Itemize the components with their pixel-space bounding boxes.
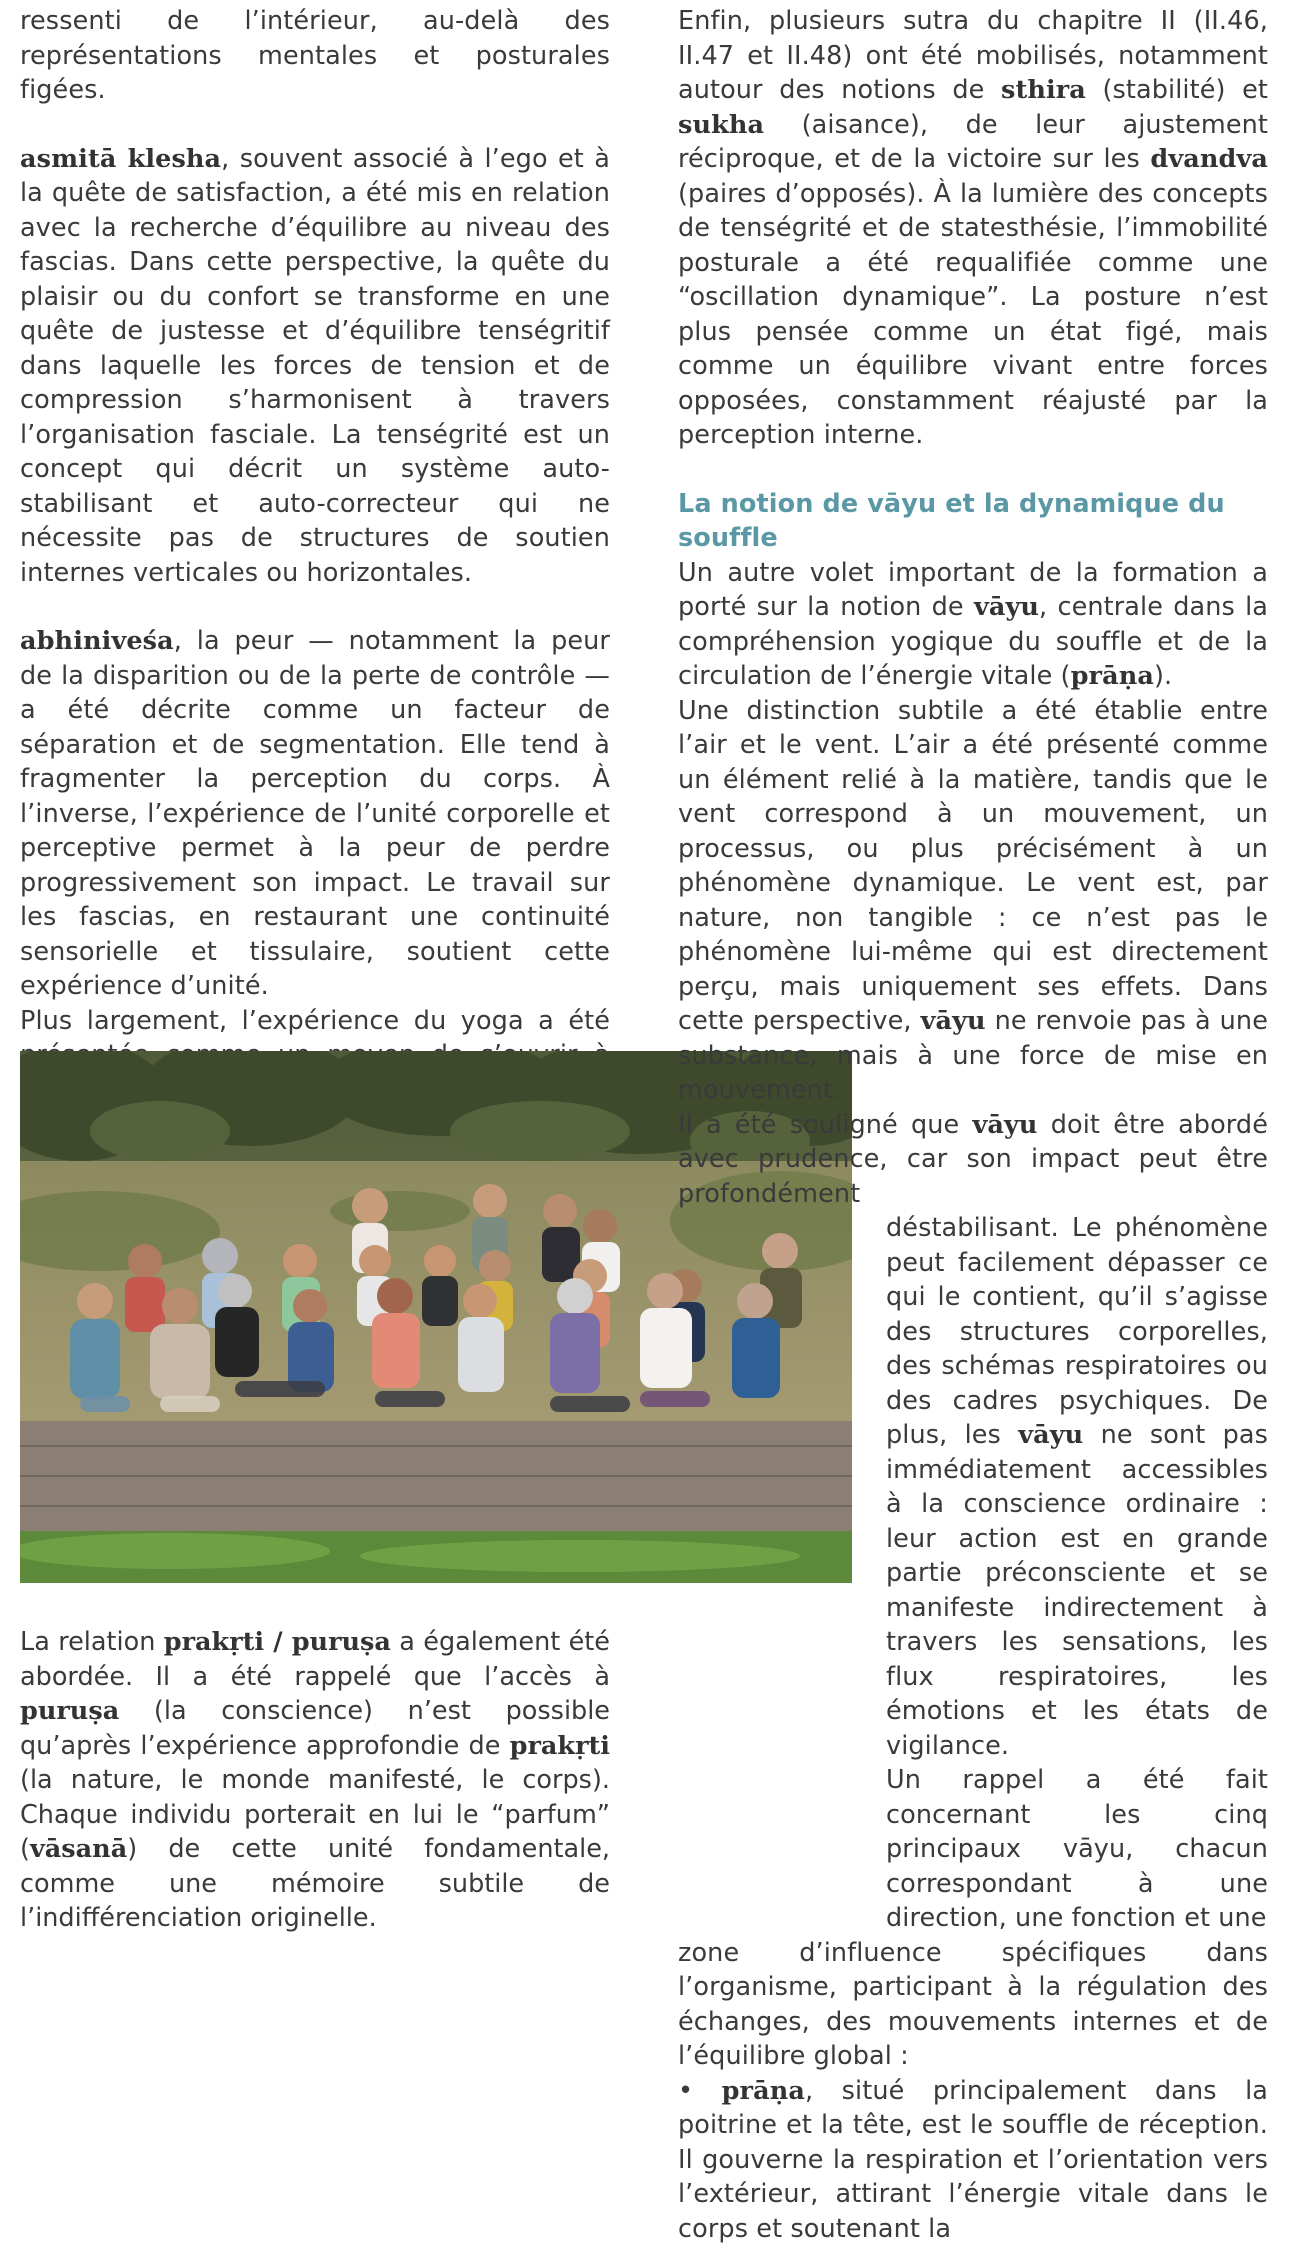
term: prakṛti	[510, 1731, 610, 1761]
left-column	[20, 4, 610, 1211]
term: vāyu	[921, 1006, 986, 1036]
term: sthira	[1001, 75, 1086, 105]
paragraph-text: ) de cette unité fondamentale, comme une mémoire subtile de l’indifférenciation originelle.	[20, 1834, 610, 1933]
left-column-bottom	[20, 1625, 610, 1936]
paragraph-text: Un rappel a été fait concernant les cinq principaux vāyu, chacun correspondant à une direction, une fonction et une	[886, 1765, 1268, 1933]
term: vāsanā	[30, 1834, 127, 1864]
term: asmitā klesha	[20, 144, 221, 174]
wrapped-text-block	[678, 1211, 1268, 1936]
paragraph-text: , centrale dans la compréhension yogique du souffle et de la circulation de l’énergie vitale (	[678, 592, 1268, 691]
paragraph-text: doit être abordé avec prudence, car son impact peut être profondément	[678, 1110, 1268, 1209]
paragraph-text: Une distinction subtile a été établie entre l’air et le vent. L’air a été présenté comme un élément relié à la matière, tandis que le vent correspond à un mouvement, un processus, ou plus précisément à un phénomène dynamique. Le vent est, par nature, non tangible : ce n’est pas le phénomène lui-même qui est directement perçu, mais uniquement ses effets. Dans cette perspective,	[678, 696, 1268, 1037]
paragraph	[20, 624, 610, 1004]
paragraph	[678, 1108, 1268, 1212]
paragraph-text: , souvent associé à l’ego et à la quête de satisfaction, a été mis en relation avec la recherche d’équilibre au niveau des fascias. Dans cette perspective, la quête du plaisir ou du confort se transforme en une quête de justesse et d’équilibre tenségritif dans laquelle les forces de tension et de compression s’harmonisent à travers l’organisation fasciale. La tenségrité est un concept qui décrit un système auto-stabilisant et auto-correcteur qui ne nécessite pas de structures de soutien internes verticales ou horizontales.	[20, 144, 610, 588]
paragraph-text: (la conscience) n’est possible qu’après l’expérience approfondie de	[20, 1696, 610, 1761]
term: vāyu	[972, 1110, 1037, 1140]
paragraph	[678, 4, 1268, 453]
paragraph	[678, 1936, 1268, 2074]
term: vāyu	[974, 592, 1039, 622]
term: prāṇa	[1071, 661, 1154, 691]
paragraph	[20, 4, 610, 108]
term: vāyu	[1018, 1420, 1083, 1450]
paragraph-text: ressenti de l’intérieur, au-delà des représentations mentales et posturales figées.	[20, 6, 610, 105]
list-item	[678, 2074, 1268, 2246]
paragraph	[20, 1625, 610, 1936]
paragraph-text: (stabilité) et	[1086, 75, 1268, 105]
paragraph-text: zone d’influence spécifiques dans l’organisme, participant à la régulation des échanges, des mouvements internes et de l’équilibre global :	[678, 1938, 1268, 2072]
paragraph-text: (aisance), de leur ajustement réciproque, et de la victoire sur les	[678, 110, 1268, 175]
paragraph-text: (la nature, le monde manifesté, le corps). Chaque individu porterait en lui le “parfum” (	[20, 1765, 610, 1864]
paragraph-text: Plus largement, l’expérience du yoga a été	[20, 1006, 610, 1209]
right-column	[678, 4, 1268, 2246]
paragraph-text: , situé principalement dans la poitrine et la tête, est le souffle de réception. Il gouverne la respiration et l’orientation vers l’extérieur, attirant l’énergie vitale dans le corps et soutenant la	[678, 2076, 1268, 2244]
paragraph-text: Un autre volet important de la formation a porté sur la notion de	[678, 558, 1268, 623]
paragraph	[678, 556, 1268, 694]
term: prakṛti / puruṣa	[164, 1627, 391, 1657]
bullet-icon: •	[678, 2076, 693, 2106]
paragraph-text: a également été abordée. Il a été rappelé que l’accès à	[20, 1627, 610, 1692]
paragraph-text: ne renvoie pas à une substance, mais à une force de mise en mouvement.	[678, 1006, 1268, 1105]
term: dvandva	[1150, 144, 1268, 174]
term: abhiniveśa	[20, 626, 174, 656]
paragraph	[886, 1763, 1268, 1936]
paragraph	[678, 694, 1268, 1108]
paragraph	[20, 142, 610, 591]
paragraph-text: Il a été souligné que	[678, 1110, 972, 1140]
paragraph-text: (paires d’opposés). À la lumière des concepts de tenségrité et de statesthésie, l’immobilité posturale a été requalifiée comme une “oscillation dynamique”. La posture n’est plus pensée comme un état figé, mais comme un équilibre vivant entre forces opposées, constamment réajusté par la perception interne.	[678, 179, 1268, 451]
paragraph-text: La relation	[20, 1627, 164, 1657]
paragraph-text: ne sont pas immédiatement accessibles à la conscience ordinaire : leur action est en grande partie préconsciente et se manifeste indirectement à travers les sensations, les flux respiratoires, les émotions et les états de vigilance.	[886, 1420, 1268, 1761]
term: prāṇa	[722, 2076, 805, 2106]
paragraph-text: , la peur — notamment la peur de la disparition ou de la perte de contrôle — a été décrite comme un facteur de séparation et de segmentation. Elle tend à fragmenter la perception du corps. À l’inverse, l’expérience de l’unité corporelle et perceptive permet à la peur de perdre progressivement son impact. Le travail sur les fascias, en restaurant une continuité sensorielle et tissulaire, soutient cette expérience d’unité.	[20, 626, 610, 1001]
paragraph-text: Enfin, plusieurs sutra du chapitre II (II.46, II.47 et II.48) ont été mobilisés, notamment autour des notions de	[678, 6, 1268, 105]
paragraph	[886, 1211, 1268, 1763]
paragraph-text: déstabilisant. Le phénomène peut facilement dépasser ce qui le contient, qu’il s’agisse des structures corporelles, des schémas respiratoires ou des cadres psychiques. De plus, les	[886, 1213, 1268, 1450]
term: sukha	[678, 110, 764, 140]
section-heading: La notion de vāyu et la dynamique du souffle	[678, 487, 1268, 556]
term: puruṣa	[20, 1696, 119, 1726]
paragraph-text: ).	[1154, 661, 1172, 691]
